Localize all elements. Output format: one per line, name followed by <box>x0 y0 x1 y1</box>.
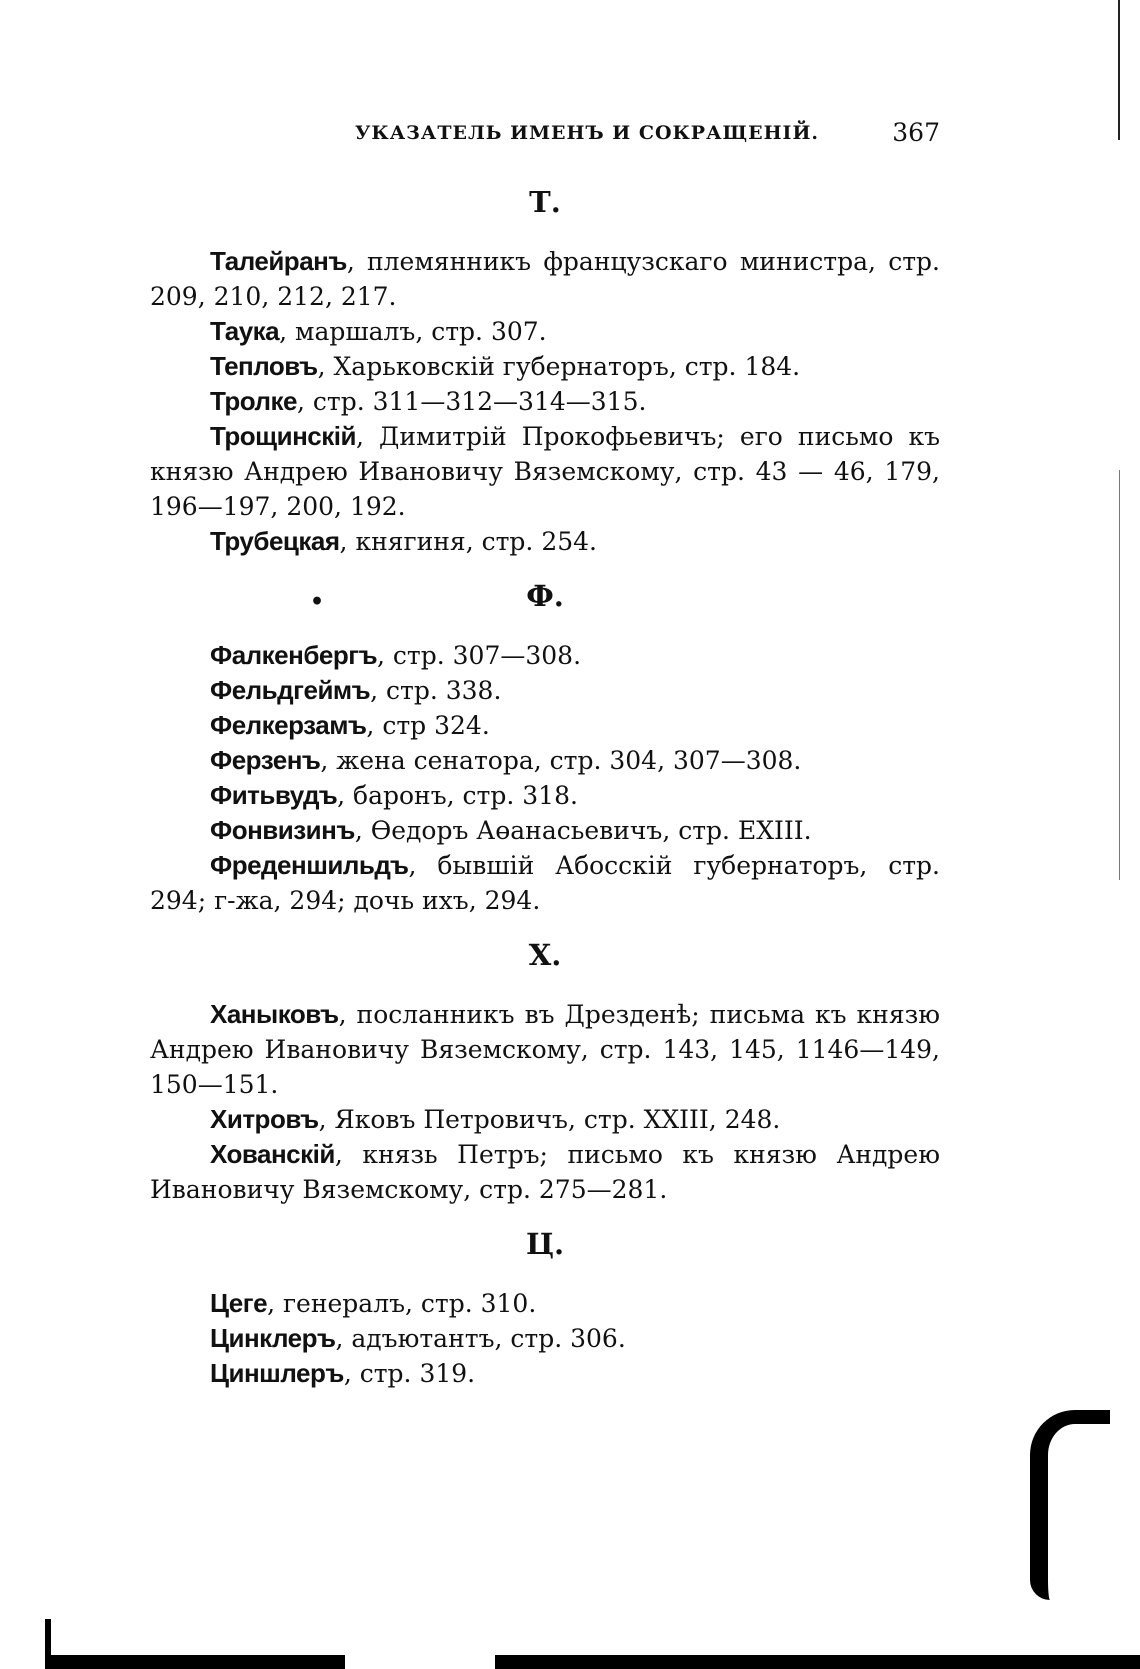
entry-name: Цеге <box>210 1288 268 1318</box>
entry-name: Трощинскій <box>210 421 356 451</box>
index-entry <box>150 349 940 384</box>
entry-text: , маршалъ, стр. 307. <box>279 317 547 346</box>
entry-text: , племянникъ французскаго министра, стр. 209, 210, 212, 217. <box>150 247 940 311</box>
scan-edge-line <box>1119 470 1120 880</box>
index-entry <box>150 384 940 419</box>
entry-text: , Яковъ Петровичъ, стр. XXIII, 248. <box>318 1105 781 1134</box>
entry-name: Фелкерзамъ <box>210 710 367 740</box>
entry-name: Таука <box>210 316 280 346</box>
section-letter-t: Т. <box>529 185 561 219</box>
section-letter-f-text: Ф. <box>526 579 564 613</box>
scan-bottom-edge <box>495 1655 1140 1669</box>
index-entry <box>150 419 940 524</box>
page-number: 367 <box>892 118 940 147</box>
entry-text: , Харьковскій губернаторъ, стр. 184. <box>317 352 801 381</box>
index-entry <box>150 813 940 848</box>
entry-name: Цинклеръ <box>210 1323 336 1353</box>
entry-text: , генералъ, стр. 310. <box>267 1289 537 1318</box>
index-entry <box>150 638 940 673</box>
index-entry <box>150 1286 940 1321</box>
index-entry <box>150 1321 940 1356</box>
running-head <box>150 118 940 150</box>
entry-text: , посланникъ въ Дрезденѣ; письма къ князю Андрею Ивановичу Вяземскому, стр. 143, 145, 1146—149, 150—151. <box>150 1000 940 1099</box>
index-entry <box>150 673 940 708</box>
index-entry <box>150 524 940 559</box>
entry-name: Тепловъ <box>210 351 318 381</box>
index-entry <box>150 743 940 778</box>
index-entry <box>150 1102 940 1137</box>
entry-name: Фонвизинъ <box>210 815 355 845</box>
entry-text: , стр. 307—308. <box>377 641 582 670</box>
scan-edge-mark <box>45 1619 51 1659</box>
entry-name: Трубецкая <box>210 526 340 556</box>
index-text <box>150 185 940 1391</box>
section-letter-kh: Х. <box>528 938 562 972</box>
entry-text: , стр. 311—312—314—315. <box>297 387 647 416</box>
index-entry <box>150 1137 940 1207</box>
running-title: УКАЗАТЕЛЬ ИМЕНЪ И СОКРАЩЕНІЙ. <box>355 122 820 144</box>
entry-text: , Димитрій Прокофьевичъ; его письмо къ князю Андрею Ивановичу Вяземскому, стр. 43 — 46, 179, 196—197, 200, 192. <box>150 422 940 521</box>
entry-name: Циншлеръ <box>210 1358 344 1388</box>
entry-text: , стр 324. <box>366 711 490 740</box>
index-entry <box>150 778 940 813</box>
entry-text: , баронъ, стр. 318. <box>337 781 578 810</box>
index-entry <box>150 708 940 743</box>
index-entry <box>150 1356 940 1391</box>
entry-text: , князь Петръ; письмо къ князю Андрею Ивановичу Вяземскому, стр. 275—281. <box>150 1140 940 1204</box>
stray-dot: • <box>310 589 325 615</box>
section-letter-ts: Ц. <box>525 1227 565 1261</box>
entry-name: Ханыковъ <box>210 999 339 1029</box>
entry-name: Талейранъ <box>210 246 347 276</box>
entry-name: Ферзенъ <box>210 745 321 775</box>
entry-name: Фалкенбергъ <box>210 640 378 670</box>
entry-name: Фельдгеймъ <box>210 675 371 705</box>
entry-name: Фитьвудъ <box>210 780 338 810</box>
index-entry <box>150 244 940 314</box>
section-letter-f <box>150 579 940 614</box>
index-entry <box>150 848 940 918</box>
entry-name: Фреденшильдъ <box>210 850 409 880</box>
entry-name: Тролке <box>210 386 297 416</box>
entry-text: , бывшій Абосскій губернаторъ, стр. 294; г-жа, 294; дочь ихъ, 294. <box>150 851 940 915</box>
index-entry <box>150 314 940 349</box>
entry-text: , адъютантъ, стр. 306. <box>335 1324 626 1353</box>
entry-name: Хитровъ <box>210 1104 319 1134</box>
scan-edge-line <box>1118 0 1120 140</box>
entry-text: , жена сенатора, стр. 304, 307—308. <box>320 746 802 775</box>
entry-text: , Өедоръ Аөанасьевичъ, стр. ЕХIII. <box>354 816 812 845</box>
entry-text: , княгиня, стр. 254. <box>339 527 597 556</box>
scan-edge-blot <box>1030 1410 1110 1600</box>
entry-text: , стр. 319. <box>343 1359 476 1388</box>
entry-name: Хованскій <box>210 1139 335 1169</box>
scan-bottom-edge <box>45 1655 345 1669</box>
entry-text: , стр. 338. <box>370 676 502 705</box>
index-entry <box>150 997 940 1102</box>
